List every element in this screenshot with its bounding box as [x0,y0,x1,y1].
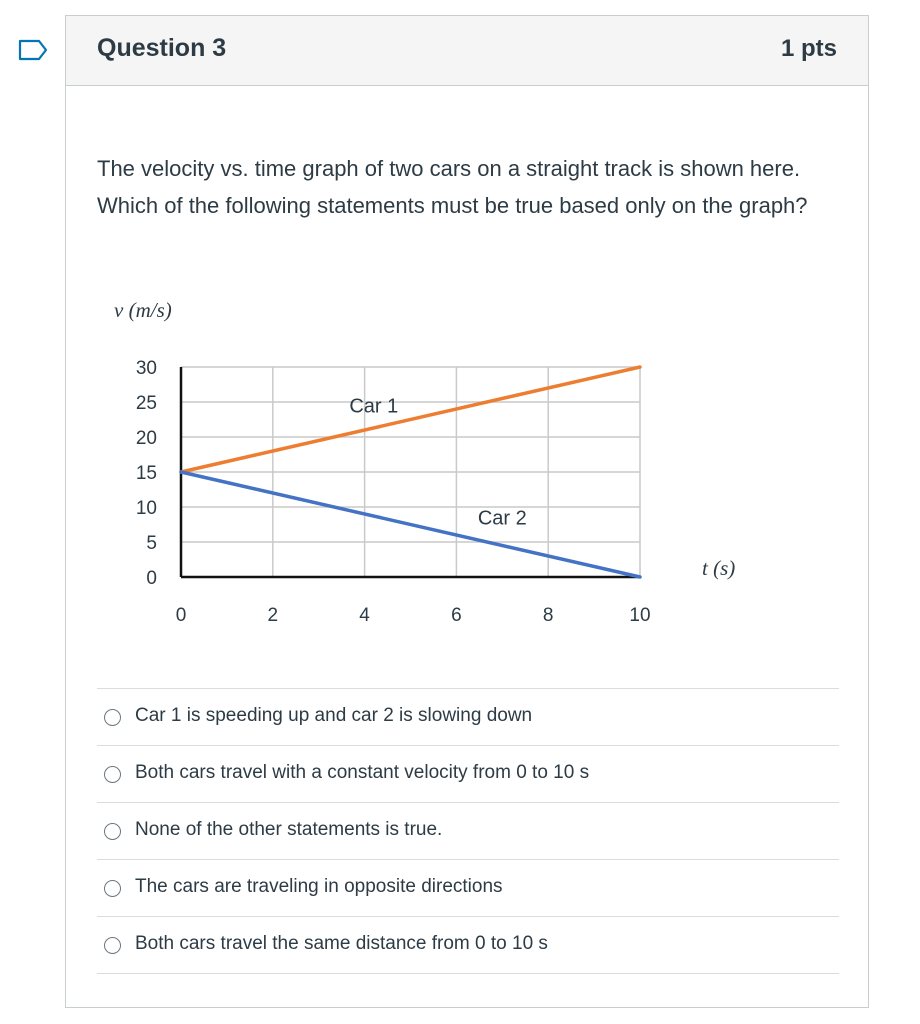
x-tick-label: 2 [267,605,279,621]
answer-label: Both cars travel the same distance from 0 to 10 s [135,933,548,954]
answer-label: Car 1 is speeding up and car 2 is slowing down [135,705,533,726]
x-tick-label: 8 [542,605,554,621]
radio-button[interactable] [104,709,121,726]
answer-list [97,688,839,974]
question-header [66,16,868,86]
radio-button[interactable] [104,880,121,897]
y-tick-label: 10 [135,498,157,519]
y-tick-label: 30 [135,358,157,379]
x-tick-label: 6 [451,605,462,621]
x-tick-label: 0 [175,605,187,621]
y-tick-label: 0 [146,568,157,589]
x-tick-label: 4 [359,605,370,621]
series-line-car-2 [181,472,640,577]
y-tick-label: 25 [135,393,157,414]
answer-label: None of the other statements is true. [135,819,443,840]
answer-label: Both cars travel with a constant velocity from 0 to 10 s [135,762,590,783]
y-tick-label: 15 [135,463,157,484]
answer-option[interactable] [97,803,839,860]
radio-button[interactable] [104,823,121,840]
answer-label: The cars are traveling in opposite directions [135,876,503,897]
y-tick-label: 5 [146,533,157,554]
series-label: Car 2 [477,507,527,530]
answer-option[interactable] [97,917,839,974]
question-title: Question 3 [97,34,227,62]
question-card [65,15,869,1008]
answer-option[interactable] [97,746,839,803]
y-tick-label: 20 [135,428,157,449]
question-text: The velocity vs. time graph of two cars on a straight track is shown here. Which of the following statements must be true based only on the graph? [97,156,808,218]
chart-grid [181,367,640,577]
velocity-time-graph [96,291,746,621]
series-line-car-1 [181,367,640,472]
answer-option[interactable] [97,860,839,917]
x-tick-label: 10 [629,605,651,621]
series-label: Car 1 [349,395,399,418]
flag-question-icon[interactable] [18,39,48,61]
radio-button[interactable] [104,766,121,783]
answer-option[interactable] [97,689,839,746]
y-axis-label: v (m/s) [114,298,172,322]
radio-button[interactable] [104,937,121,954]
x-axis-label: t (s) [702,556,736,580]
question-points: 1 pts [780,35,837,62]
